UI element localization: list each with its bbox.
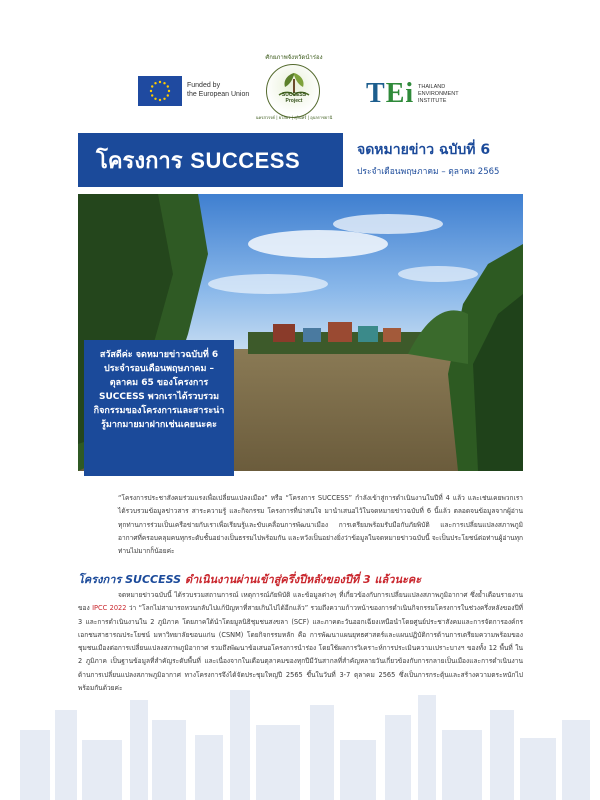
title-thai: โครงการ [96, 149, 183, 174]
tei-caption-line3: INSTITUTE [418, 98, 447, 104]
success-logo-arc-top: ศักยภาพจังหวัดนำร่อง [265, 54, 323, 61]
intro-paragraph [78, 492, 523, 558]
eu-funding-text [187, 81, 249, 99]
section-heading-rest: ดำเนินงานผ่านเข้าสู่ครึ่งปีหลังของปีที่ 3 แล้วนะคะ [184, 573, 422, 586]
intro-paragraph-text: “โครงการประชาสังคมร่วมแรงเพื่อเปลี่ยนแปลงเมือง” หรือ “โครงการ SUCCESS” กำลังเข้าสู่การดำเนินงานในปีที่ 4 แล้ว และเช่นเคยพวกเราได้รวบรวมข้อมูลข่าวสาร สาระความรู้ และกิจกรรม โครงการที่น่าสนใจ มานำเสนอไว้ในจดหมายข่าวฉบับที่ 6 นี้แล้ว ตลอดจนข้อมูลจากผู้อ่านทุกท่านการร่วมเป็นเครือข่ายกับเราเพื่อเรียนรู้และขับเคลื่อนการพัฒนาเมือง การเตรียมพร้อมรับมือกับภัยพิบัติ และการเปลี่ยนแปลงสภาพภูมิอากาศที่ครอบคลุมคนทุกระดับชั้นอย่างเป็นธรรมไปพร้อมกัน และหวังเป็นอย่างยิ่งว่าข้อมูลในจดหมายข่าวฉบับนี้ จะเป็นประโยชน์ต่อท่านผู้อ่านทุกท่านไม่มากก็น้อยค่ะ [118, 494, 523, 556]
tei-letter-i: i [405, 78, 415, 109]
intro-greeting-box: สวัสดีค่ะ จดหมายข่าวฉบับที่ 6 ประจำรอบเดือนพฤษภาคม – ตุลาคม 65 ของโครงการ SUCCESS พวกเราได้รวบรวมกิจกรรมของโครงการและสาระน่ารู้มากมายมาฝากเช่นเคยนะคะ [84, 340, 234, 476]
title-en: SUCCESS [190, 148, 301, 173]
eu-text-line1: Funded by [187, 82, 221, 89]
tei-logo-caption [418, 84, 488, 105]
success-project-logo [254, 52, 334, 124]
tei-logo-letters [366, 80, 414, 108]
tei-logo [366, 78, 459, 109]
success-logo-label [276, 92, 312, 104]
section-heading [78, 570, 523, 588]
section-heading-project: โครงการ SUCCESS [78, 573, 182, 586]
title-box [78, 133, 343, 187]
header-band [0, 133, 600, 187]
eu-text-line2: the European Union [187, 91, 250, 98]
success-logo-arc-bottom: นครสวรรค์ | ยโสธร | สุรินทร์ | อุบลราชธานี [255, 115, 333, 120]
city-skyline-decoration [0, 660, 600, 800]
ipcc-link[interactable]: IPCC 2022 [92, 604, 127, 613]
tei-letter-t: T [366, 78, 386, 109]
body-paragraph-part2: ว่า “โลกไม่สามารถหวนกลับไปแก้ปัญหาที่สายเกินไปได้อีกแล้ว” รวมถึงความก้าวหน้าของการดำเนินกิจกรรมโครงการในช่วงครึ่งหลังของปีที่ 3 และการดำเนินงานใน 2 ภูมิภาค โดยภาคใต้นำโดยมูลนิธิชุมชนสงขลา (SCF) และภาคตะวันออกเฉียงเหนือนำโดยศูนย์ประชาสังคมและการจัดการองค์กรเอกชนสาธารณประโยชน์ มหาวิทยาลัยขอนแก่น (CSNM) โดยกิจกรรมหลัก คือ การพัฒนาแผนยุทธศาสตร์และแผนปฏิบัติการด้านการเตรียมความพร้อมของชุมชนเมืองต่อการเปลี่ยนแปลงสภาพภูมิอากาศ รวมถึงพัฒนาข้อเสนอโครงการนำร่อง โดยใช้ผลการวิเคราะห์การประเมินความเปราะบางฯ ของทั้ง 12 พื้นที่ ใน 2 ภูมิภาค เป็นฐานข้อมูลที่สำคัญระดับพื้นที่ และเนื่องจากในเดือนตุลาคมของทุกปีมีวันสากลที่สำคัญหลายวันเกี่ยวข้องกับการกลายเป็นเมืองและการดำเนินงานด้านการเปลี่ยนแปลงสภาพภูมิอากาศ ทางโครงการจึงได้จัดประชุมใหญ่ปี 2565 ขึ้นในวันที่ 3-7 ตุลาคม 2565 ซึ่งเป็นการกระตุ้นและสร้างความตระหนักไปพร้อมกันด้วยค่ะ [78, 604, 523, 693]
success-logo-line2: Project [285, 98, 303, 104]
tei-caption-line2: ENVIRONMENT [418, 91, 459, 97]
newsletter-issue: จดหมายข่าว ฉบับที่ 6 [357, 142, 491, 158]
tei-caption-line1: THAILAND [418, 84, 446, 90]
newsletter-period: ประจำเดือนพฤษภาคม – ตุลาคม 2565 [357, 167, 500, 177]
logo-bar [0, 52, 600, 122]
success-logo-ring [266, 64, 320, 118]
page-title [96, 143, 300, 178]
body-paragraph-part1: จดหมายข่าวฉบับนี้ ได้รวบรวมสถานการณ์ เหตุการณ์ภัยพิบัติ และข้อมูลต่างๆ ที่เกี่ยวข้องกับการเปลี่ยนแปลงสภาพภูมิอากาศ ซึ่งย้ำเตือนรายงานของ [78, 591, 523, 613]
tei-letter-e: E [385, 78, 406, 109]
eu-flag-icon [138, 76, 182, 106]
success-logo-line1: SUCCESS [281, 92, 307, 98]
